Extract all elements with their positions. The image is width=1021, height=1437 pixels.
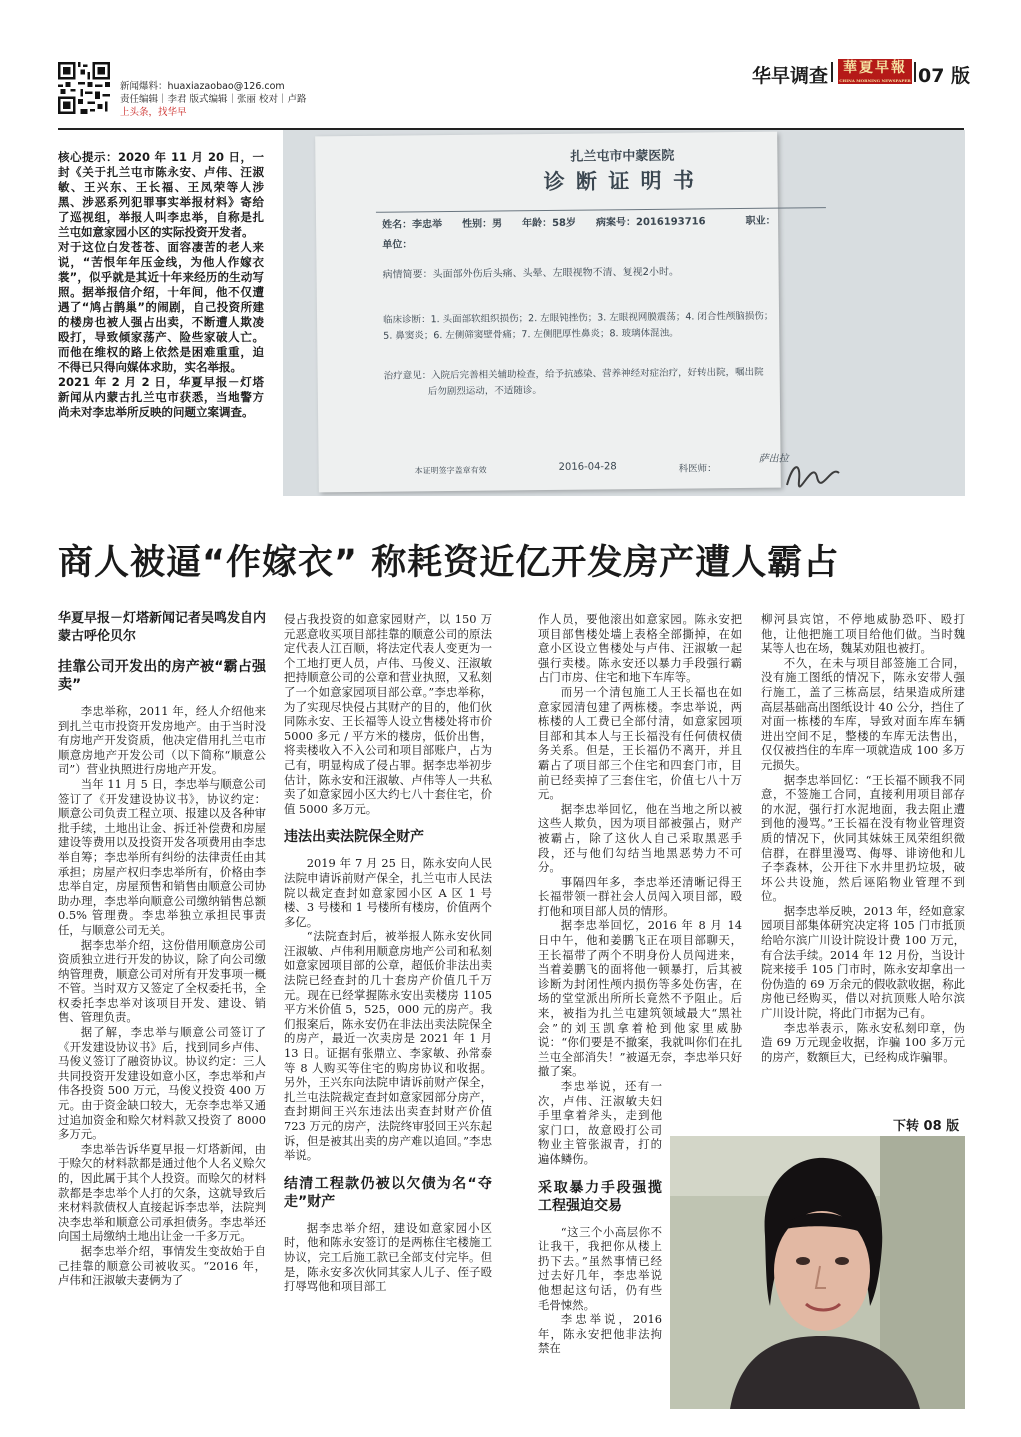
unit-field: 单位： — [382, 239, 413, 251]
hospital-name: 扎兰屯市中蒙医院 — [570, 148, 675, 165]
article-column-1 — [58, 610, 266, 1288]
paragraph: 据李忠举介绍，建设如意家园小区时，他和陈永安签订的是两栋住宅楼施工协议，完工后施工款已全部支付完毕。但是，陈永安多次伙同其家人儿子、侄子殴打辱骂他和项目部工 — [284, 1220, 492, 1294]
doctor-label: 科医师： — [678, 463, 717, 475]
treatment-line: 后勿剧烈运动，不适随诊。 — [427, 385, 542, 398]
symptoms: 病情简要：头面部外伤后头痛、头晕、左眼视物不清、复视2小时。 — [382, 266, 680, 281]
contact-email: 新闻爆料：huaxiazaobao@126.com — [120, 81, 285, 92]
diagnosis-certificate-photo — [283, 130, 965, 496]
paragraph: 李忠举说，2016 年，陈永安把他非法拘禁在 — [538, 1312, 662, 1356]
divider — [831, 62, 833, 82]
doctor-signature: 萨出拉 — [758, 453, 789, 465]
paragraph: 据李忠举回忆：“王长福不顾我不同意，不签施工合同，直接利用项目部存的水泥，强行打水泥地面，我去阻止遭到他的漫骂。”王长福在没有物业管理资质的情况下，伙同其妹妹王凤荣组织微信群，在群里漫骂、侮辱、诽谤他和儿子李森林，公开往下水井里扔垃圾，破坏公共设施，然后诬陷物业管理不到位。 — [761, 772, 965, 904]
headline: 商人被逼“作嫁衣” 称耗资近亿开发房产遭人霸占 — [58, 543, 840, 583]
tips-paragraph: 核心提示：2020 年 11 月 20 日，一封《关于扎兰屯市陈永安、卢伟、汪淑敏、王兴东、王长福、王凤荣等人涉黑、涉恶系列犯罪事实举报材料》寄给了巡视组，举报人叫李忠举，自称是扎兰屯如意家园小区的实际投资开发者。 — [58, 150, 264, 239]
slogan: 上头条，找华早 — [120, 107, 187, 118]
paragraph: 李忠举告诉华夏早报－灯塔新闻，由于赊欠的材料款都是通过他个人名义赊欠的，因此属于其个人投资。而赊欠的材料款都是李忠举个人打的欠条，这就导致后来材料款债权人直接起诉李忠举，法院判决李忠举和顺意公司承担债务。李忠举还向国土局缴纳土地出让金一千多万元。 — [58, 1141, 266, 1244]
diagnosis-line: 5. 鼻窦炎；6. 左侧筛窦壁骨痛；7. 左侧肥厚性鼻炎；8. 玻璃体混浊。 — [383, 327, 679, 342]
page-number: 07 版 — [918, 65, 971, 87]
diagnosis-line: 临床诊断：1. 头面部软组织损伤；2. 左眼钝挫伤；3. 左眼视网膜震荡；4. 闭合性颅脑损伤； — [383, 310, 774, 326]
byline: 华夏早报－灯塔新闻记者吴鸣发自内蒙古呼伦贝尔 — [58, 611, 267, 644]
paragraph: 据李忠举回忆，2016 年 8 月 14 日中午，他和姜鹏飞正在项目部聊天，王长福带了两个不明身份人员闯进来，当着姜鹏飞的面将他一顿暴打，后其被诊断为封闭性颅内损伤等多处伤害，在场的堂堂派出所所长竟然不予阻止。后来，被指为扎兰屯建筑领域最大“黑社会”的刘玉凯拿着枪到他家里威胁说：“你们要是不撤案，我就叫你们在扎兰屯全部消失！”被逼无奈，李忠举只好撤了案。 — [538, 918, 742, 1079]
paragraph: 侵占我投资的如意家园财产，以 150 万元恶意收买项目部挂靠的顺意公司的原法定代表人江百顺，将法定代表人变更为一个工地打更人员，卢伟、马俊义、汪淑敏把持顺意公司的公章和营业执照，又私刻了一个如意家园项目部公章。”李忠举称，为了实现尽快侵占其财产的目的，他们伙同陈永安、王长福等人设立售楼处将市价5000 多元 / 平方米的楼房，低价出售，将卖楼收入不入公司和项目部账户，占为己有，明显构成了侵占罪。据李忠举初步估计，陈永安和汪淑敏、卢伟等人一共私卖了如意家园小区大约七八十套住宅，价值 5000 多万元。 — [284, 612, 492, 816]
paragraph: 柳河县宾馆，不停地威胁恐吓、殴打他，让他把施工项目给他们做。当时魏某等人也在场，魏某劝阻也被打。 — [761, 612, 965, 656]
paragraph: 李忠举说，还有一次，卢伟、汪淑敏夫妇手里拿着斧头，走到他家门口，故意殴打公司物业主管张淑青，打的遍体鳞伤。 — [538, 1079, 662, 1166]
certificate-footer: 本证明签字盖章有效 — [414, 465, 487, 476]
paragraph: 当年 11 月 5 日，李忠举与顺意公司签订了《开发建设协议书》，协议约定：顺意公司负责工程立项、报建以及各种审批手续，土地出让金、拆迁补偿费和房屋建设等费用以及投资开发各项费用由李忠举自筹；李忠举所有纠纷的法律责任由其承担；房屋产权归李忠举所有，价格由李忠举自定，房屋预售和销售由顺意公司协助办理，李忠举向顺意公司缴纳销售总额 0.5% 管理费。李忠举独立承担民事责任，与顺意公司无关。 — [58, 776, 266, 937]
paragraph: 据李忠举介绍，这份借用顺意房公司资质独立进行开发的协议，除了向公司缴纳管理费，顺意公司对所有开发事项一概不管。当时双方又签定了全权委托书，全权委托李忠举对该项目开发、建设、销售、管理负责。 — [58, 937, 266, 1025]
portrait-illustration — [670, 1136, 965, 1409]
newspaper-logo — [838, 59, 912, 84]
divider — [914, 62, 916, 82]
subheading: 违法出卖法院保全财产 — [284, 829, 424, 846]
certificate-title: 诊 断 证 明 书 — [543, 168, 697, 195]
paragraph: “这三个小高层你不让我干，我把你从楼上扔下去。”虽然事情已经过去好几年，李忠举说他想起这句话，仍有些毛骨悚然。 — [538, 1224, 662, 1312]
paragraph: 据李忠举介绍，事情发生变故始于自己挂靠的顺意公司被收买。“2016 年，卢伟和汪淑敏夫妻俩为了 — [58, 1243, 266, 1288]
paragraph: 作人员，要他滚出如意家园。陈永安把项目部售楼处墙上表格全部撕掉，在如意小区设立售楼处与卢伟、汪淑敏一起强行卖楼。陈永安还以暴力手段强行霸占门市房、住宅和地下车库等。 — [538, 612, 742, 685]
logo-text: 華夏早報 — [843, 60, 907, 76]
subheading: 结清工程款仍被以欠债为名“夺走”财产 — [284, 1175, 492, 1210]
paragraph: “法院查封后，被举报人陈永安伙同汪淑敏、卢伟利用顺意房地产公司和私刻如意家园项目部的公章，超低价非法出卖法院已经查封的几十套房产价值几千万元。现在已经掌握陈永安出卖楼房 1105 平方米价值 5，525，000 元的房产。我们报案后，陈永安仍在非法出卖法院保全的房产，最近一次卖房是 2021 年 1 月 13 日。证据有张鼎立、李家敏、孙常泰等 8 人购买等住宅的购房协议和收据。另外，王兴东向法院申请诉前财产保全，扎兰屯法院裁定查封如意家园部分房产，查封期间王兴东违法出卖查封财产价值 723 万元的房产，法院终审驳回王兴东起诉，但是被其出卖的房产难以追回。”李忠举说。 — [284, 929, 492, 1163]
qr-code — [58, 62, 110, 114]
paragraph: 李忠举称，2011 年，经人介绍他来到扎兰屯市投资开发房地产。由于当时没有房地产开发资质，他决定借用扎兰屯市顺意房地产开发公司（以下简称“顺意公司”）营业执照进行房地产开发。 — [58, 704, 266, 777]
patient-info: 姓名：李忠举 性别：男 年龄：58岁 病案号：2016193716 职业： — [382, 215, 776, 231]
certificate-paper — [315, 132, 789, 493]
paragraph: 据李忠举反映，2013 年，经如意家园项目部集体研究决定将 105 门市抵顶给哈尔滨广川设计院设计费 100 万元，有合法手续。2014 年 12 月份，当设计院来接手 105 门市时，陈永安却拿出一份伪造的 69 万余元的假收款收据，称此房他已经购买，借以对抗顶账人哈尔滨广川设计院，将此门市据为己有。 — [761, 903, 965, 1021]
key-tips — [58, 150, 264, 420]
paragraph: 据李忠举回忆，他在当地之所以被这些人欺负，因为项目部被强占，财产被霸占，除了这伙人自己采取黑恶手段，还与他们勾结当地黑恶势力不可分。 — [538, 801, 742, 875]
tips-paragraph: 对于这位白发苍苍、面容凄苦的老人来说，“苦恨年年压金线，为他人作嫁衣裳”，似乎就是其近十年来经历的生动写照。据举报信介绍，十年间，他不仅遭遇了“鸠占鹊巢”的闹剧，自己投资所建的楼房也被人强占出卖，不断遭人欺凌殴打，导致倾家荡产、险些家破人亡。而他在维权的路上依然是困难重重，迫不得已只得向媒体求助，实名举报。 — [58, 240, 264, 374]
section-title: 华早调查 — [752, 65, 829, 87]
article-column-2 — [284, 612, 492, 1294]
treatment-line: 治疗意见：入院后完善相关辅助检查，给予抗感染、营养神经对症治疗，好转出院，嘱出院 — [383, 366, 764, 382]
signature-scribble — [783, 455, 843, 491]
paragraph: 而另一个清包施工人王长福也在如意家园清包建了两栋楼。李忠举说，两栋楼的人工费已全部付清，如意家园项目部和其本人与王长福没有任何债权债务关系。但是，王长福仍不离开，并且霸占了项目部三个住宅和四套门市，目前已经卖掉了三套住宅，价值七八十万元。 — [538, 684, 742, 802]
portrait-photo — [670, 1136, 965, 1409]
continued-note: 下转 08 版 — [893, 1119, 960, 1134]
article-column-4 — [761, 612, 965, 1064]
paragraph: 2019 年 7 月 25 日，陈永安向人民法院申请诉前财产保全，扎兰屯市人民法院以裁定查封如意家园小区 A 区 1 号楼、3 号楼和 1 号楼所有楼房，价值两个多亿。 — [284, 856, 492, 929]
subheading: 挂靠公司开发出的房产被“霸占强卖” — [58, 659, 266, 693]
paragraph: 据了解，李忠举与顺意公司签订了《开发建设协议书》后，找到同乡卢伟、马俊义签订了融资协议。协议约定：三人共同投资开发建设如意小区，李忠举和卢伟各投资 500 万元，马俊义投资 400 万元。由于资金缺口较大，无奈李忠举又通过追加资金和赊欠材料款又投资了 8000 多万元。 — [58, 1025, 266, 1142]
credits — [120, 80, 307, 119]
paragraph: 不久，在未与项目部签施工合同，没有施工图纸的情况下，陈永安带人强行施工，盖了三栋高层，结果造成所建高层基础高出图纸设计 40 公分，挡住了对面一栋楼的车库，导致对面车库车辆进出空间不足，整楼的车库无法售出，仅仅被挡住的车库一项就造成 100 多万元损失。 — [761, 655, 965, 772]
tips-paragraph: 2021 年 2 月 2 日，华夏早报－灯塔新闻从内蒙古扎兰屯市获悉，当地警方尚未对李忠举所反映的问题立案调查。 — [58, 375, 264, 419]
certificate-date: 2016-04-28 — [558, 461, 617, 473]
subheading: 采取暴力手段强揽工程强迫交易 — [538, 1179, 662, 1214]
paragraph: 李忠举表示，陈永安私刻印章，伪造 69 万元现金收据，诈骗 100 多万元的房产，数额巨大，已经构成诈骗罪。 — [761, 1020, 965, 1064]
logo-subtext: CHINA MORNING NEWSPAPER — [839, 78, 911, 83]
paragraph: 事隔四年多，李忠举还清晰记得王长福带领一群社会人员闯入项目部，殴打他和项目部人员的情形。 — [538, 874, 742, 918]
editor-credits: 责任编辑｜李君 版式编辑｜张丽 校对｜卢路 — [120, 94, 307, 105]
